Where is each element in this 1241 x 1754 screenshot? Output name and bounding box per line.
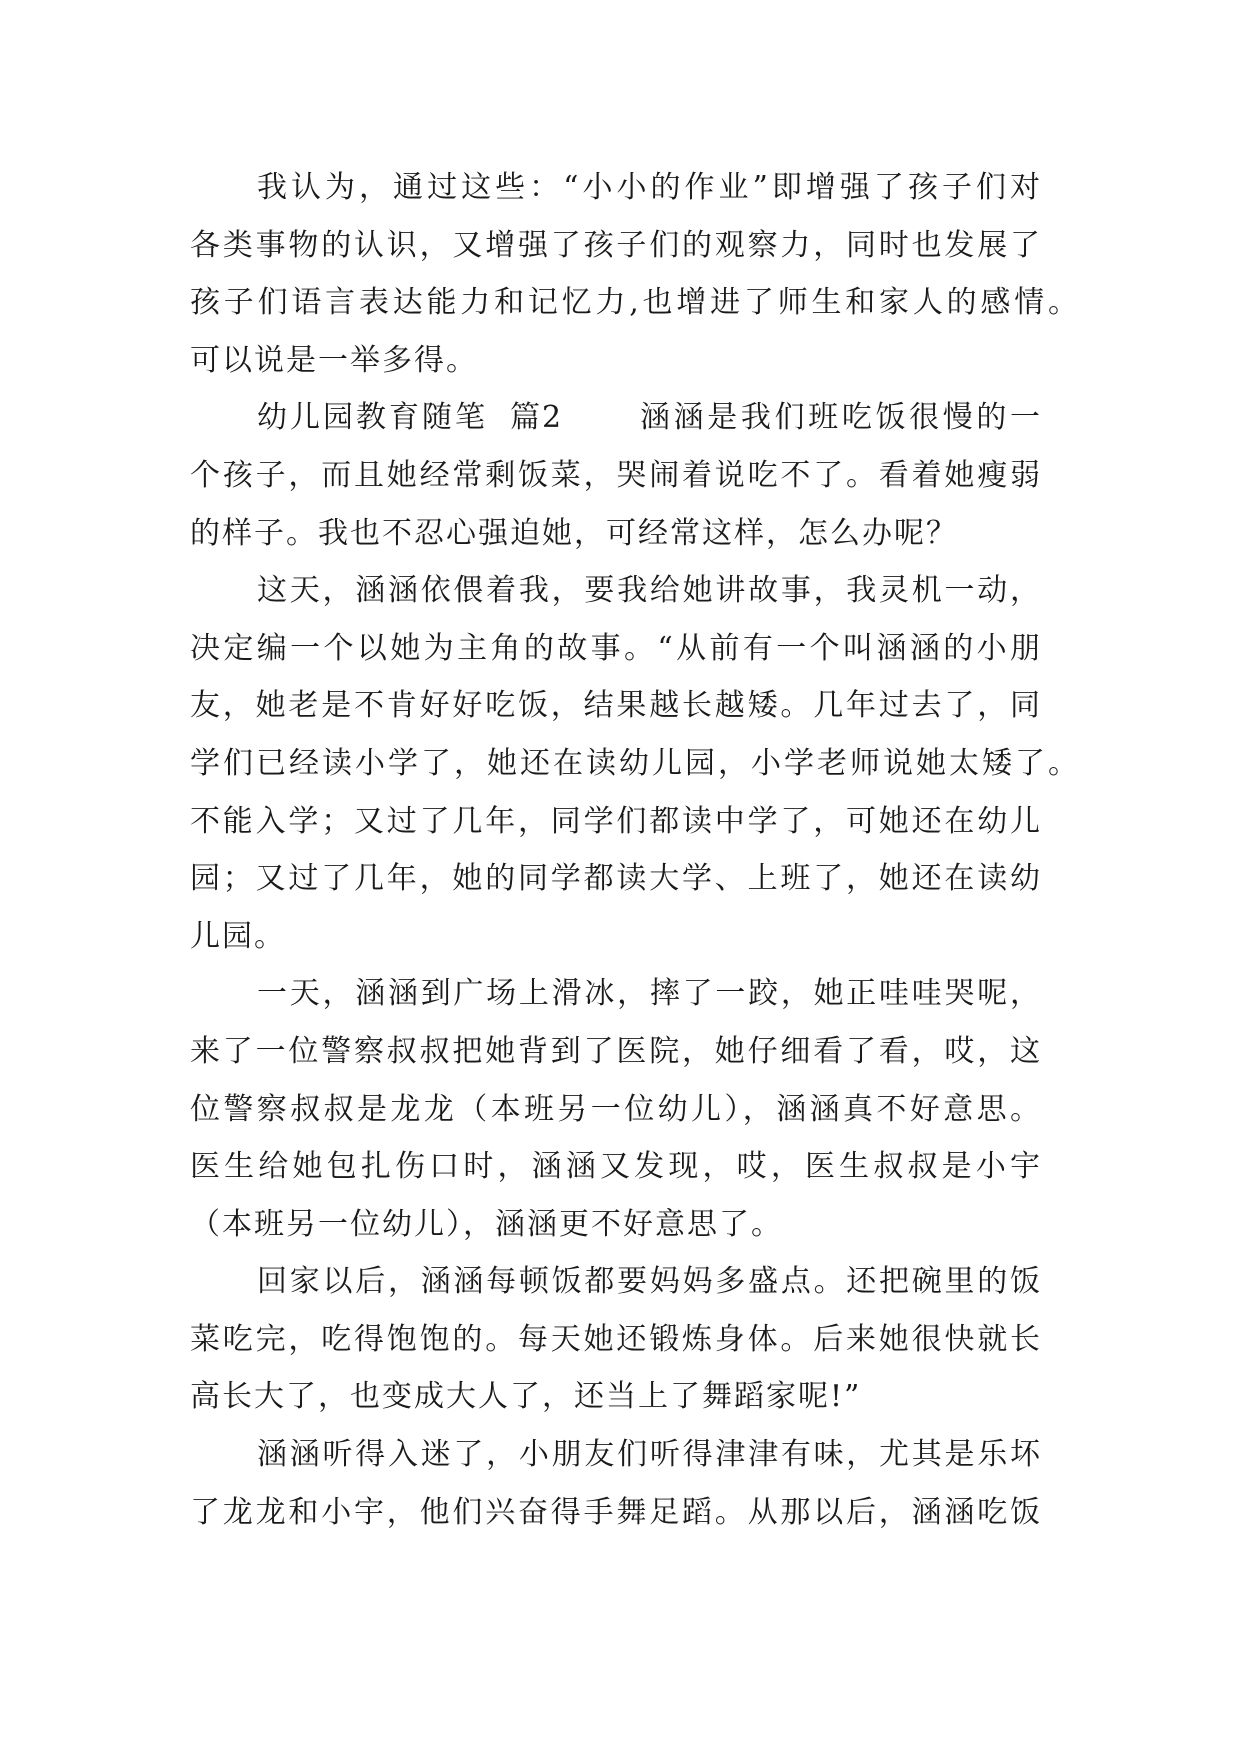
- text-line: 友，她老是不肯好好吃饭，结果越长越矮。几年过去了，同: [190, 688, 1042, 724]
- paragraph: [190, 1253, 1042, 1426]
- text-line: 孩子们语言表达能力和记忆力,也增进了师生和家人的感情。: [190, 285, 1080, 321]
- section-heading-line: [190, 389, 1042, 447]
- text-line: 来了一位警察叔叔把她背到了医院，她仔细看了看，哎，这: [190, 1033, 1042, 1069]
- text-line: 园；又过了几年，她的同学都读大学、上班了，她还在读幼: [190, 861, 1042, 897]
- text-line: 儿园。: [190, 918, 286, 954]
- text-line: 一天，涵涵到广场上滑冰，摔了一跤，她正哇哇哭呢，: [257, 976, 1042, 1012]
- text-line: 这天，涵涵依偎着我，要我给她讲故事，我灵机一动，: [257, 573, 1042, 609]
- text-line: 医生给她包扎伤口时，涵涵又发现，哎，医生叔叔是小宇: [190, 1149, 1042, 1185]
- text-line: 涵涵是我们班吃饭很慢的一: [640, 400, 1042, 436]
- text-line: 各类事物的认识，又增强了孩子们的观察力，同时也发展了: [190, 227, 1042, 263]
- text-line: 不能入学；又过了几年，同学们都读中学了，可她还在幼儿: [190, 803, 1042, 839]
- text-line: 涵涵听得入迷了，小朋友们听得津津有味，尤其是乐坏: [257, 1437, 1042, 1473]
- text-line: 决定编一个以她为主角的故事。“从前有一个叫涵涵的小朋: [190, 630, 1042, 666]
- paragraph: [190, 389, 1042, 562]
- document-body: [190, 159, 1080, 1541]
- text-line: 了龙龙和小宇，他们兴奋得手舞足蹈。从那以后，涵涵吃饭: [190, 1494, 1042, 1530]
- section-label: 篇2: [510, 400, 564, 436]
- text-line: （本班另一位幼儿），涵涵更不好意思了。: [190, 1206, 783, 1242]
- paragraph: [190, 1426, 1042, 1541]
- paragraph: [190, 965, 1042, 1253]
- text-line: 高长大了，也变成大人了，还当上了舞蹈家呢!”: [190, 1379, 862, 1415]
- text-line: 个孩子，而且她经常剩饭菜，哭闹着说吃不了。看着她瘦弱: [190, 457, 1042, 493]
- text-line: 菜吃完，吃得饱饱的。每天她还锻炼身体。后来她很快就长: [190, 1321, 1042, 1357]
- text-line: 位警察叔叔是龙龙（本班另一位幼儿），涵涵真不好意思。: [190, 1091, 1042, 1127]
- section-title: 幼儿园教育随笔: [257, 400, 488, 436]
- text-line: 我认为，通过这些：“小小的作业”即增强了孩子们对: [257, 170, 1042, 205]
- paragraph: [190, 562, 1080, 965]
- text-line: 可以说是一举多得。: [190, 342, 478, 378]
- text-line: 回家以后，涵涵每顿饭都要妈妈多盛点。还把碗里的饭: [257, 1264, 1042, 1300]
- text-line: 学们已经读小学了，她还在读幼儿园，小学老师说她太矮了。: [190, 745, 1080, 781]
- paragraph: [190, 159, 1080, 389]
- text-line: 的样子。我也不忍心强迫她，可经常这样，怎么办呢？: [190, 515, 958, 551]
